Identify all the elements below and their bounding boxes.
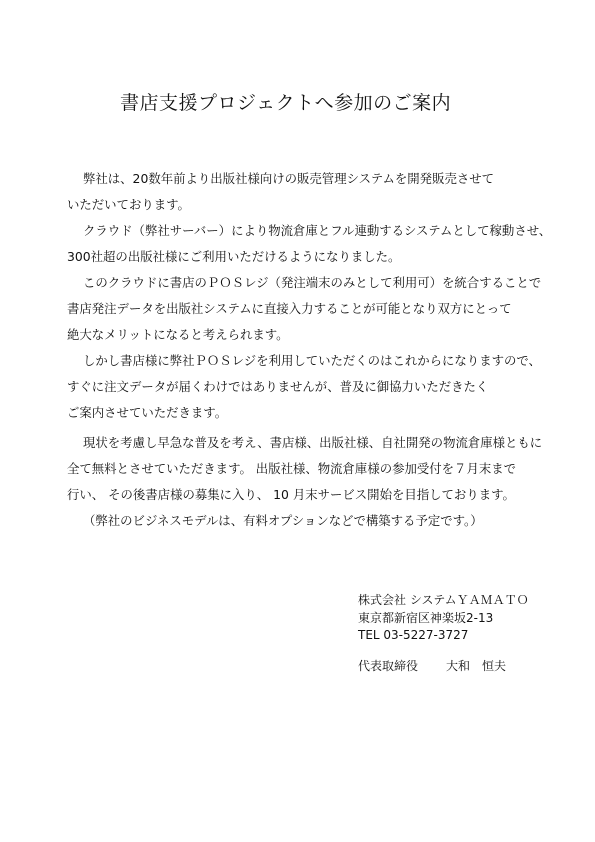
company-name: 株式会社 システムＹＡＭＡＴＯ	[358, 593, 529, 607]
body-line: クラウド（弊社サーバー）により物流倉庫とフル連動するシステムとして稼動させ、	[83, 223, 552, 238]
body-line: 絶大なメリットになると考えられます。	[67, 327, 289, 342]
company-address: 東京都新宿区神楽坂2-13	[358, 610, 494, 625]
document-title: 書店支援プロジェクトへ参加のご案内	[120, 92, 452, 114]
body-line: いただいております。	[67, 197, 190, 212]
body-line: 300社超の出版社様にご利用いただけるようになりました。	[67, 249, 401, 264]
body-line: すぐに注文データが届くわけではありませんが、普及に御協力いただきたく	[67, 379, 489, 394]
representative-name: 大和 恒夫	[446, 659, 507, 673]
representative-signature	[358, 657, 506, 674]
body-line: このクラウドに書店のＰＯＳレジ（発注端末のみとして利用可）を統合することで	[83, 275, 542, 290]
body-line: （弊社のビジネスモデルは、有料オプションなどで構築する予定です。）	[83, 513, 483, 528]
company-info	[358, 592, 529, 645]
body-line: しかし書店様に弊社ＰＯＳレジを利用していただくのはこれからになりますので、	[83, 353, 541, 368]
body-line: 行い、 その後書店様の募集に入り、 10 月末サービス開始を目指しております。	[67, 487, 515, 502]
body-line: ご案内させていただきます。	[67, 405, 228, 420]
letter-body	[67, 166, 552, 534]
body-line: 書店発注データを出版社システムに直接入力することが可能となり双方にとって	[67, 301, 512, 316]
company-tel: TEL 03-5227-3727	[358, 628, 469, 642]
body-line: 弊社は、20数年前より出版社様向けの販売管理システムを開発販売させて	[83, 171, 495, 186]
representative-role: 代表取締役	[358, 659, 419, 673]
body-line: 現状を考慮し早急な普及を考え、書店様、出版社様、自社開発の物流倉庫様ともに	[83, 435, 543, 450]
body-line: 全て無料とさせていただきます。 出版社様、物流倉庫様の参加受付を７月末まで	[67, 461, 517, 476]
